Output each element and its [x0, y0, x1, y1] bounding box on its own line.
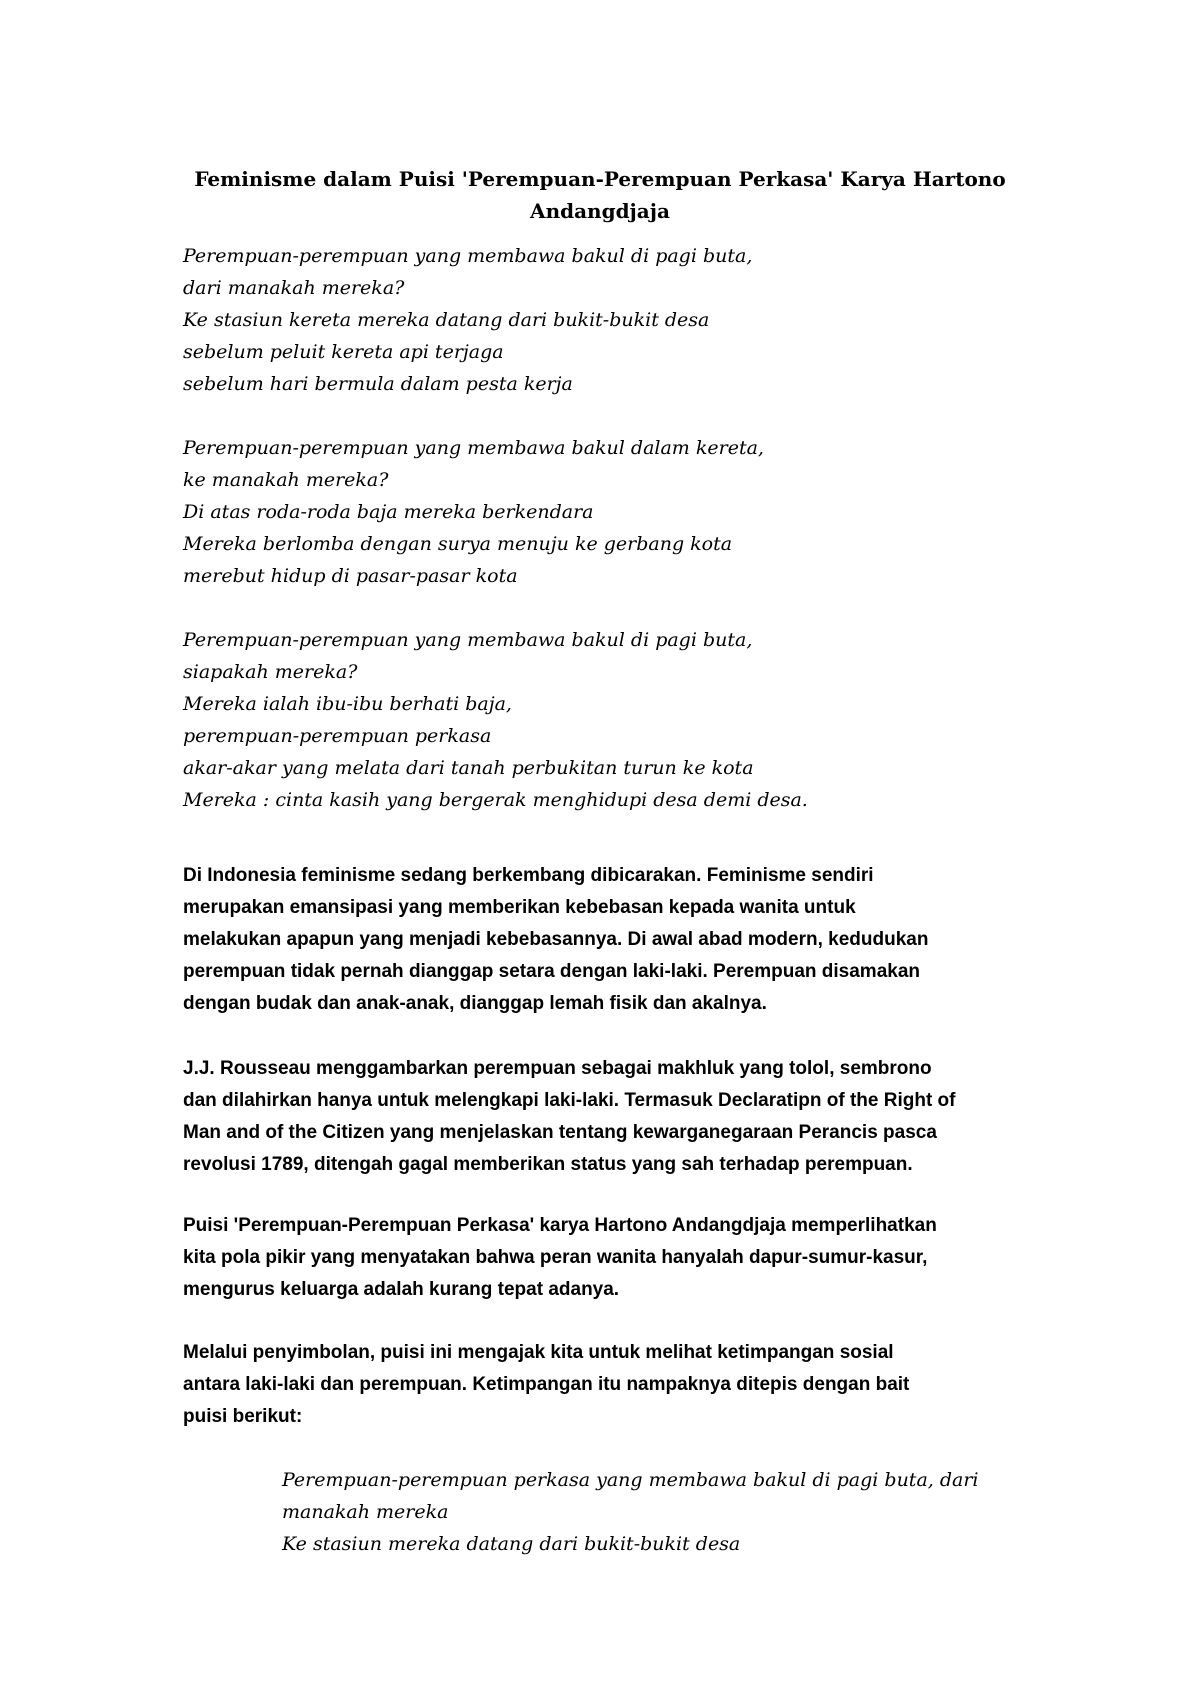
paragraph-line: Man and of the Citizen yang menjelaskan tentang kewarganegaraan Perancis pasca [183, 1122, 937, 1143]
poem-line: Perempuan-perempuan yang membawa bakul di pagi buta, [183, 629, 753, 651]
quote-line: Ke stasiun mereka datang dari bukit-bukit desa [282, 1533, 741, 1555]
poem-line: sebelum peluit kereta api terjaga [183, 341, 504, 363]
quote-line: Perempuan-perempuan perkasa yang membawa bakul di pagi buta, dari [282, 1469, 979, 1491]
poem-line: Perempuan-perempuan yang membawa bakul di pagi buta, [183, 245, 753, 267]
paragraph-line: kita pola pikir yang menyatakan bahwa peran wanita hanyalah dapur-sumur-kasur, [183, 1247, 928, 1268]
paragraph-line: revolusi 1789, ditengah gagal memberikan status yang sah terhadap perempuan. [183, 1154, 913, 1175]
paragraph-4 [183, 1337, 1023, 1433]
paragraph-line: antara laki-laki dan perempuan. Ketimpangan itu nampaknya ditepis dengan bait [183, 1374, 910, 1395]
title-line: Feminisme dalam Puisi 'Perempuan-Perempuan Perkasa' Karya Hartono [194, 167, 1006, 191]
poem-line: merebut hidup di pasar-pasar kota [183, 565, 518, 587]
poem-line: ke manakah mereka? [183, 469, 389, 491]
paragraph-line: J.J. Rousseau menggambarkan perempuan sebagai makhluk yang tolol, sembrono [183, 1058, 932, 1079]
paragraph-line: Puisi 'Perempuan-Perempuan Perkasa' karya Hartono Andangdjaja memperlihatkan [183, 1215, 937, 1236]
poem-line: Perempuan-perempuan yang membawa bakul dalam kereta, [183, 437, 764, 459]
paragraph-1 [183, 860, 1023, 1020]
poem-line: Mereka berlomba dengan surya menuju ke gerbang kota [183, 533, 733, 555]
poem-line: Ke stasiun kereta mereka datang dari bukit-bukit desa [183, 309, 710, 331]
poem-quote-block [282, 1464, 1022, 1560]
paragraph-3 [183, 1210, 1023, 1306]
paragraph-line: dan dilahirkan hanya untuk melengkapi laki-laki. Termasuk Declaratipn of the Right of [183, 1090, 956, 1111]
document-title [183, 163, 1017, 227]
paragraph-line: puisi berikut: [183, 1406, 303, 1427]
poem-line: Di atas roda-roda baja mereka berkendara [183, 501, 594, 523]
paragraph-line: melakukan apapun yang menjadi kebebasannya. Di awal abad modern, kedudukan [183, 929, 929, 950]
poem-line: Mereka : cinta kasih yang bergerak menghidupi desa demi desa. [183, 789, 808, 811]
paragraph-line: merupakan emansipasi yang memberikan kebebasan kepada wanita untuk [183, 897, 856, 918]
paragraph-line: perempuan tidak pernah dianggap setara dengan laki-laki. Perempuan disamakan [183, 961, 921, 982]
poem-line: siapakah mereka? [183, 661, 358, 683]
poem-line: Mereka ialah ibu-ibu berhati baja, [183, 693, 512, 715]
quote-line: manakah mereka [282, 1501, 449, 1523]
poem-stanza-3 [183, 624, 1023, 816]
poem-line: akar-akar yang melata dari tanah perbukitan turun ke kota [183, 757, 754, 779]
paragraph-line: mengurus keluarga adalah kurang tepat adanya. [183, 1279, 620, 1300]
poem-stanza-1 [183, 240, 1023, 400]
paragraph-line: dengan budak dan anak-anak, dianggap lemah fisik dan akalnya. [183, 993, 767, 1014]
paragraph-line: Di Indonesia feminisme sedang berkembang dibicarakan. Feminisme sendiri [183, 865, 874, 886]
poem-line: dari manakah mereka? [183, 277, 405, 299]
paragraph-line: Melalui penyimbolan, puisi ini mengajak kita untuk melihat ketimpangan sosial [183, 1342, 894, 1363]
paragraph-2 [183, 1053, 1023, 1181]
poem-line: perempuan-perempuan perkasa [183, 725, 492, 747]
poem-line: sebelum hari bermula dalam pesta kerja [183, 373, 573, 395]
poem-stanza-2 [183, 432, 1023, 592]
title-line: Andangdjaja [530, 199, 670, 223]
